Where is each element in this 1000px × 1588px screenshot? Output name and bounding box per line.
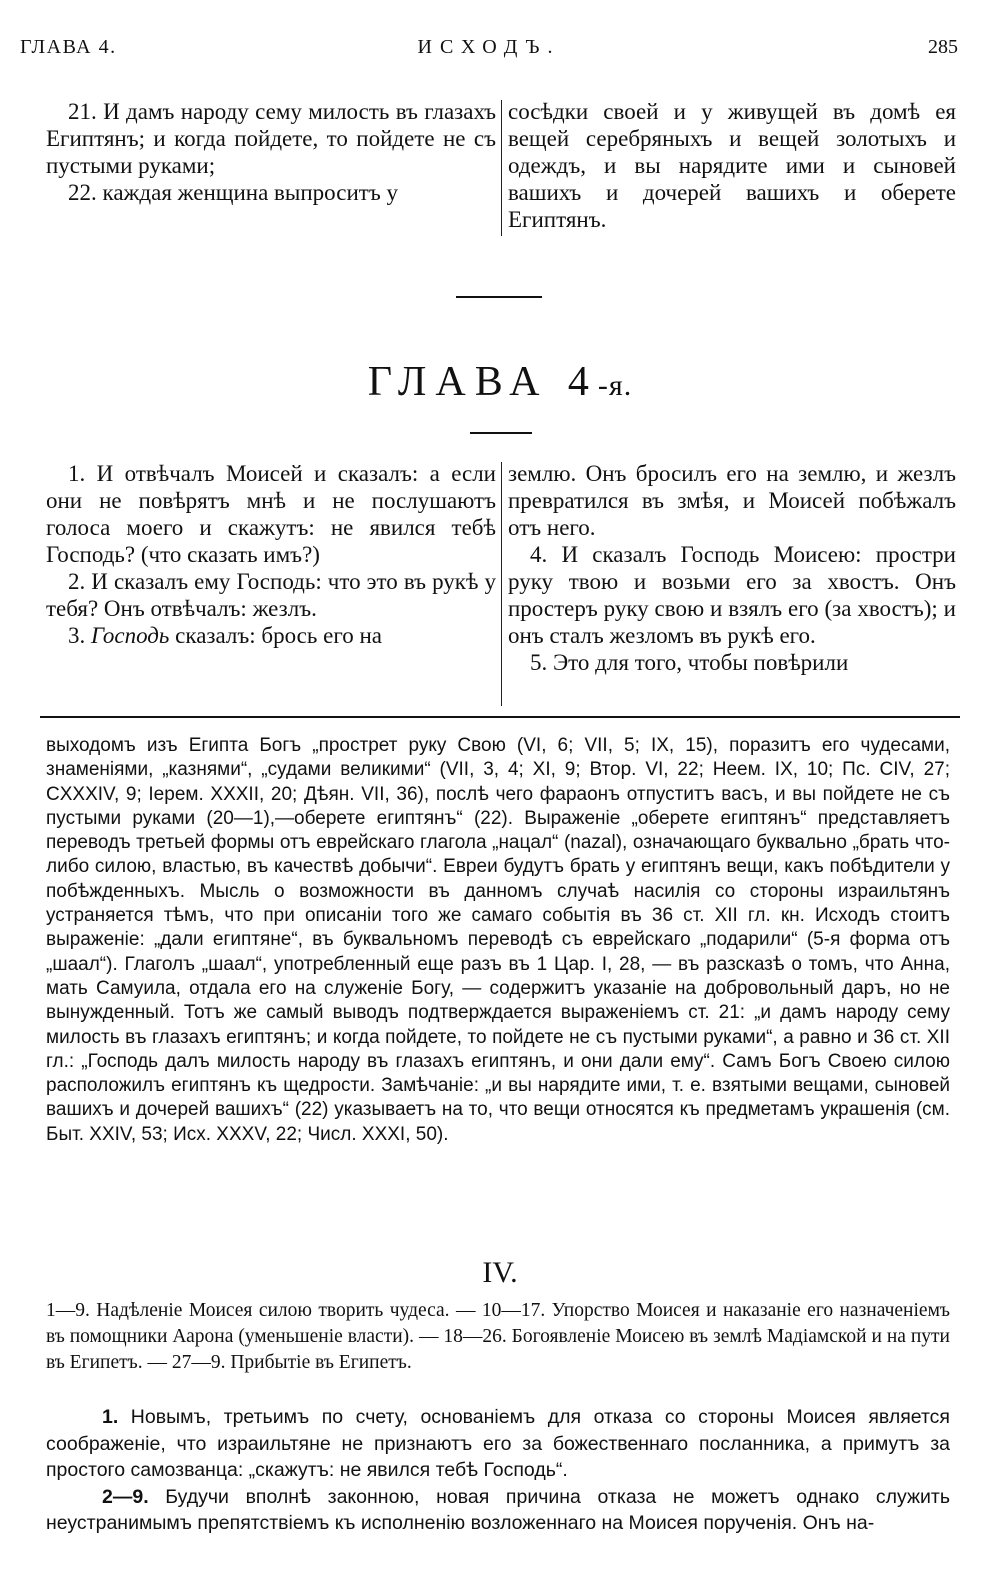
verse-21: 21. И дамъ народу сему милость въ глазахъ Египтянъ; и когда пойдете, то пойдете не съ пустыми руками; bbox=[46, 99, 496, 178]
verse-4: 4. И сказалъ Господь Моисею: простри руку твою и возьми его за хвостъ. Онъ простеръ руку свою и взялъ его (за хвостъ); и онъ сталъ жезломъ въ рукѣ его. bbox=[508, 542, 956, 648]
verse-5-start: 5. Это для того, чтобы повѣрили bbox=[530, 650, 849, 675]
verse-1: 1. И отвѣчалъ Моисей и сказалъ: а если они не повѣрятъ мнѣ и не послушаютъ голоса моего и скажутъ: не явился тебѣ Господь? (что сказать имъ?) bbox=[46, 461, 496, 567]
chapter-heading-suffix: -я. bbox=[597, 369, 633, 402]
commentary-body bbox=[46, 1404, 950, 1537]
verse-3-start bbox=[46, 622, 496, 649]
commentary-verse-1-text: Новымъ, третьимъ по счету, основаніемъ для отказа со стороны Моисея является соображеніе, что израильтяне не признаютъ его за божественнаго посланника, а примутъ за простого самозванца: „скажутъ: не явился тебѣ Господь“. bbox=[46, 1406, 950, 1481]
commentary-verse-2-9-text: Будучи вполнѣ законною, новая причина отказа не можетъ однако служить неустранимымъ препятствіемъ къ исполненію возложеннаго на Моисея порученія. Онъ на- bbox=[46, 1485, 950, 1534]
top-left-column bbox=[46, 98, 496, 206]
commentary-verse-2-9-number: 2—9. bbox=[102, 1485, 149, 1508]
verse-2: 2. И сказалъ ему Господь: что это въ рукѣ у тебя? Онъ отвѣчалъ: жезлъ. bbox=[46, 569, 496, 621]
commentary-verse-2-9 bbox=[46, 1484, 950, 1537]
divider-rule-top bbox=[456, 296, 542, 298]
top-right-column bbox=[508, 98, 956, 233]
chapter-left-column bbox=[46, 460, 496, 649]
verse-22-continued: сосѣдки своей и у живущей въ домѣ ея вещей серебряныхъ и вещей золотыхъ и одеждъ, и вы нарядите ими и сыновей вашихъ и дочерей вашихъ и оберете Египтянъ. bbox=[508, 99, 956, 232]
commentary-paragraph: выходомъ изъ Египта Богъ „прострет руку Свою (VI, 6; VII, 5; IX, 15), поразитъ его чудесами, знаменіями, „казнями“, „судами великими“ (VII, 3, 4; XI, 9; Втор. VI, 22; Неем. IX, 10; Пс. CIV, 27; CXXXIV, 9; Iерем. XXXII, 20; Дѣян. VII, 36), послѣ чего фараонъ отпуститъ васъ, и вы пойдете не съ пустыми руками (20—1),—оберете египтянъ“ (22). Выраженіе „оберете египтянъ“ представляетъ переводъ третьей формы отъ еврейскаго глагола „нацал“ (nazal), означающаго буквально „брать что-либо силою, властью, въ качествѣ добычи“. Евреи будутъ брать у египтянъ вещи, какъ побѣдители у побѣжденныхъ. Мысль о возможности въ данномъ случаѣ насилія со стороны израильтянъ устраняется тѣмъ, что при описаніи того же самаго событія въ 36 ст. XII гл. кн. Исходъ стоитъ выраженіе: „дали египтяне“, въ буквальномъ переводѣ съ еврейскаго „подарили“ (5-я форма отъ „шаал“). Глаголъ „шаал“, употребленный еще разъ въ 1 Цар. I, 28, — въ разсказѣ о томъ, что Анна, мать Самуила, отдала его на служеніе Богу, — содержитъ указаніе на добровольный даръ, но не вынужденный. Тотъ же самый выводъ подтверждается выраженіемъ ст. 21: „и дамъ народу сему милость въ глазахъ египтянъ; и когда пойдете, то пойдете не съ пустыми руками“, а равно и 36 ст. XII гл.: „Господь далъ милость народу въ глазахъ египтянъ, и они дали ему“. Самъ Богъ Своею силою расположилъ египтянъ къ щедрости. Замѣчаніе: „и вы нарядите ими, т. е. взятыми вещами, сыновей вашихъ и дочерей вашихъ“ (22) указываетъ на то, что вещи относятся къ предметамъ украшенія (см. Быт. XXIV, 53; Исх. XXXV, 22; Числ. XXXI, 50). bbox=[46, 735, 950, 1145]
verse-3-rest: сказалъ: брось его на bbox=[169, 623, 382, 648]
chapter-heading-title: ГЛАВА 4 bbox=[367, 359, 598, 405]
running-head-chapter: ГЛАВА 4. bbox=[20, 36, 117, 58]
top-text-columns bbox=[46, 98, 956, 238]
chapter-heading bbox=[0, 358, 1000, 406]
commentary-verse-1 bbox=[46, 1404, 950, 1484]
commentary-separator bbox=[40, 716, 960, 718]
verse-3-number: 3. bbox=[68, 623, 86, 648]
column-divider bbox=[501, 462, 502, 706]
running-head bbox=[20, 36, 958, 66]
verse-3-italic-word: Господь bbox=[91, 623, 170, 648]
commentary-verse-1-number: 1. bbox=[102, 1406, 119, 1428]
verse-3-continued: землю. Онъ бросилъ его на землю, и жезлъ превратился въ змѣя, и Моисей побѣжалъ отъ него. bbox=[508, 461, 956, 540]
chapter-text-columns bbox=[46, 460, 956, 710]
chapter-summary bbox=[46, 1298, 950, 1376]
section-number: IV. bbox=[482, 1256, 518, 1289]
chapter-summary-text: 1—9. Надѣленіе Моисея силою творить чудеса. — 10—17. Упорство Моисея и наказаніе его назначеніемъ въ помощники Аарона (уменьшеніе власти). — 18—26. Богоявленіе Моисею въ землѣ Мадіамской и на пути въ Египетъ. — 27—9. Прибытіе въ Египетъ. bbox=[46, 1300, 950, 1373]
running-head-book-title: ИСХОДЪ. bbox=[417, 36, 561, 58]
commentary-block bbox=[46, 734, 950, 1147]
verse-22-start: 22. каждая женщина выпроситъ у bbox=[68, 180, 398, 205]
divider-rule-bottom bbox=[470, 432, 532, 434]
chapter-right-column bbox=[508, 460, 956, 676]
column-divider bbox=[501, 100, 502, 236]
page-number: 285 bbox=[928, 36, 958, 58]
